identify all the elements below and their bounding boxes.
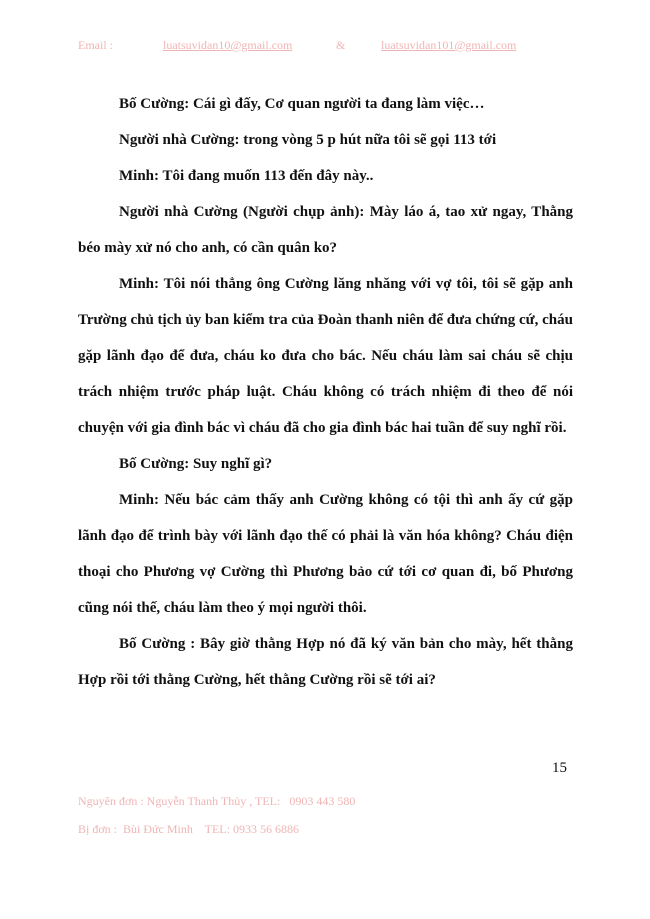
email-label: Email : [78, 38, 113, 52]
paragraph: Bố Cường: Suy nghĩ gì? [119, 456, 273, 472]
email-separator: & [336, 38, 346, 52]
paragraph: Bố Cường: Cái gì đấy, Cơ quan người ta đang làm việc… [119, 96, 485, 112]
transcript-body [78, 86, 573, 698]
paragraph: Minh: Tôi đang muốn 113 đến đây này.. [119, 168, 374, 184]
page-number: 15 [552, 760, 567, 776]
paragraph: Người nhà Cường (Người chụp ảnh): Mày láo á, tao xử ngay, Thằng béo mày xử nó cho anh, có cần quân ko? [78, 204, 573, 256]
email-link-1[interactable]: luatsuvidan10@gmail.com [163, 38, 293, 52]
footer-plaintiff: Nguyên đơn : Nguyễn Thanh Thủy , TEL: 0903 443 580 [78, 794, 356, 808]
page-header [78, 38, 578, 54]
paragraph: Minh: Nếu bác cảm thấy anh Cường không có tội thì anh ấy cứ gặp lãnh đạo để trình bày với lãnh đạo thế có phải là văn hóa không? Cháu điện thoại cho Phương vợ Cường thì Phương bảo cứ tới cơ quan đi, bố Phương cũng nói thế, cháu làm theo ý mọi người thôi. [78, 492, 573, 616]
paragraph: Người nhà Cường: trong vòng 5 p hút nữa tôi sẽ gọi 113 tới [119, 132, 497, 148]
email-link-2[interactable]: luatsuvidan101@gmail.com [381, 38, 517, 52]
paragraph: Bố Cường : Bây giờ thằng Hợp nó đã ký văn bản cho mày, hết thằng Hợp rồi tới thằng Cường, hết thằng Cường rồi sẽ tới ai? [78, 636, 573, 688]
footer-defendant: Bị đơn : Bùi Đức Minh TEL: 0933 56 6886 [78, 822, 299, 836]
paragraph: Minh: Tôi nói thẳng ông Cường lăng nhăng với vợ tôi, tôi sẽ gặp anh Trường chủ tịch ủy ban kiểm tra của Đoàn thanh niên để đưa chứng cứ, cháu gặp lãnh đạo để đưa, cháu ko đưa cho bác. Nếu cháu làm sai cháu sẽ chịu trách nhiệm trước pháp luật. Cháu không có trách nhiệm đi theo để nói chuyện với gia đình bác vì cháu đã cho gia đình bác hai tuần để suy nghĩ rồi. [78, 276, 573, 436]
